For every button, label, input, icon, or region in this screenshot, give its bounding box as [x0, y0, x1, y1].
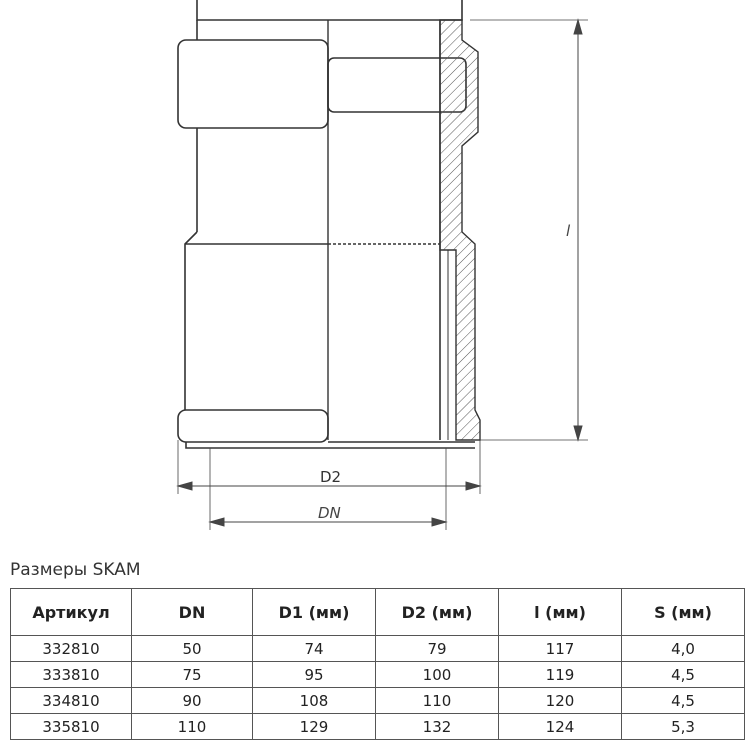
cell-l: 119: [499, 662, 622, 688]
cell-d2: 100: [376, 662, 499, 688]
header-d2: D2 (мм): [376, 589, 499, 636]
cell-article: 335810: [11, 714, 132, 740]
cell-d2: 132: [376, 714, 499, 740]
table-row: [11, 636, 745, 662]
dimensions-table: [10, 588, 745, 740]
cell-s: 4,5: [622, 662, 745, 688]
cell-d2: 110: [376, 688, 499, 714]
table-caption: Размеры SKAM: [10, 560, 141, 580]
header-dn: DN: [132, 589, 253, 636]
header-article: Артикул: [11, 589, 132, 636]
cell-d1: 108: [253, 688, 376, 714]
wall-section-hatch: [440, 20, 480, 440]
cell-article: 334810: [11, 688, 132, 714]
header-l: l (мм): [499, 589, 622, 636]
cell-dn: 110: [132, 714, 253, 740]
cell-s: 4,5: [622, 688, 745, 714]
cell-l: 120: [499, 688, 622, 714]
header-d1: D1 (мм): [253, 589, 376, 636]
dimension-d2-label: D2: [320, 468, 342, 486]
cell-dn: 75: [132, 662, 253, 688]
cell-dn: 90: [132, 688, 253, 714]
cell-article: 333810: [11, 662, 132, 688]
cell-d1: 74: [253, 636, 376, 662]
dimension-l: [470, 20, 588, 440]
cell-article: 332810: [11, 636, 132, 662]
cell-d2: 79: [376, 636, 499, 662]
coupling-outline: [178, 0, 475, 448]
table-header-row: [11, 589, 745, 636]
dimension-l-label: l: [566, 222, 571, 240]
table-row: [11, 714, 745, 740]
cell-s: 5,3: [622, 714, 745, 740]
cell-l: 117: [499, 636, 622, 662]
table-row: [11, 688, 745, 714]
cell-s: 4,0: [622, 636, 745, 662]
cell-d1: 129: [253, 714, 376, 740]
header-s: S (мм): [622, 589, 745, 636]
cell-l: 124: [499, 714, 622, 740]
dimension-dn-label: DN: [318, 504, 341, 522]
table-row: [11, 662, 745, 688]
cell-d1: 95: [253, 662, 376, 688]
cell-dn: 50: [132, 636, 253, 662]
